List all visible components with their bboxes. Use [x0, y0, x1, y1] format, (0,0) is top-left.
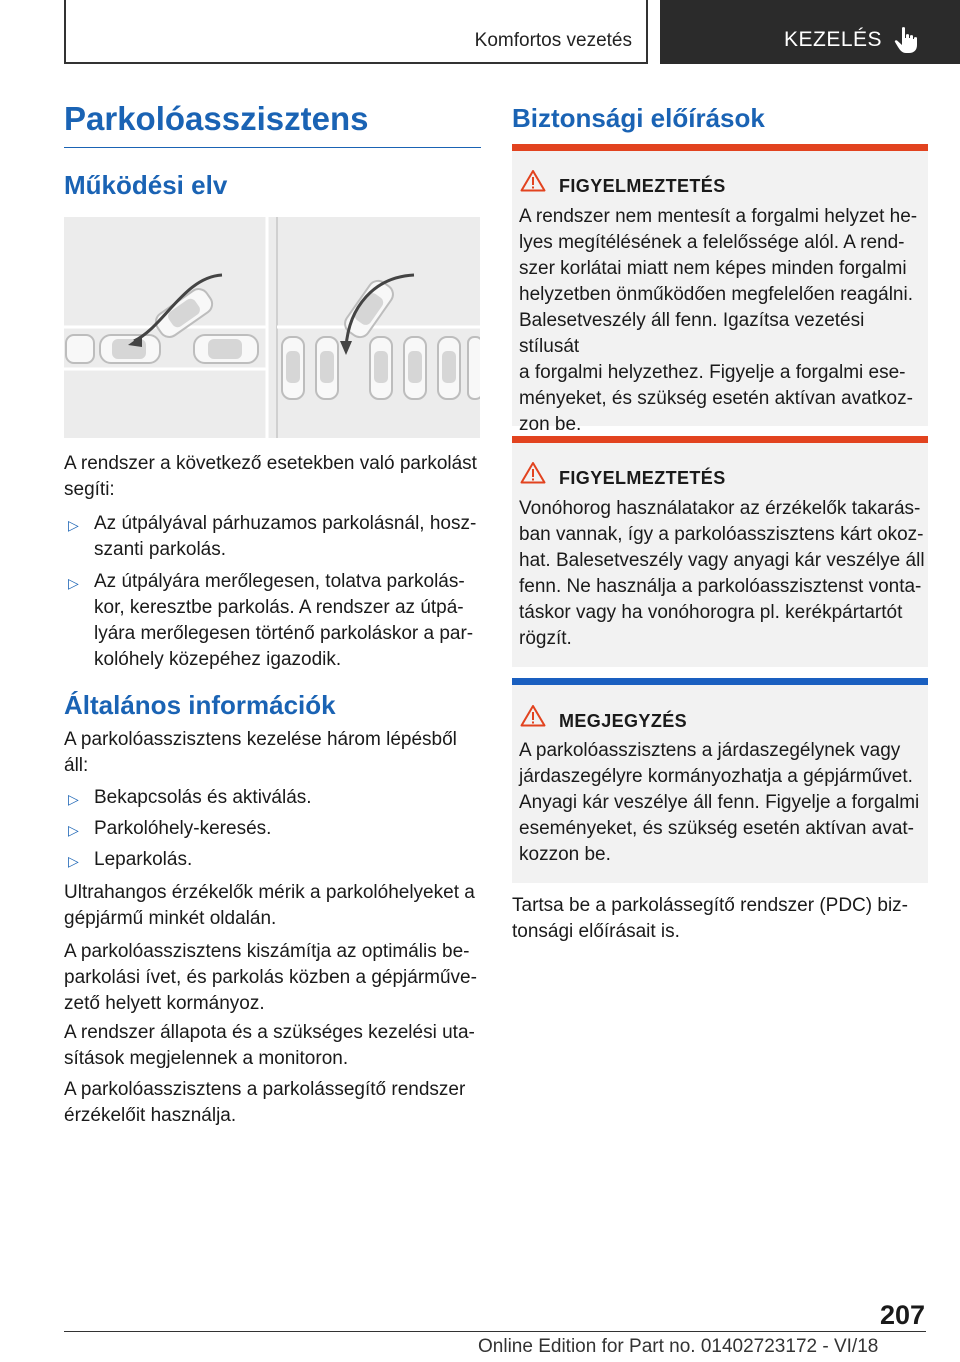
warning-text: A rendszer nem mentesít a forgalmi helyzet he- lyes megítélésének a felelőssége alól. A rend- szer korlátai miatt nem képes minden forgalmi helyzetben önműködően megfelelően reagálni. Balesetveszély áll fenn. Igazítsa vezetési stílusát a forgalmi helyzethez. Figyelje a forgalmi ese- ményeket, és szükség esetén aktívan avatkoz- zon be.	[519, 206, 918, 435]
intro-paragraph: A rendszer a következő esetekben való parkolást segíti:	[64, 453, 477, 500]
bullet-triangle-icon: ▷	[68, 575, 79, 591]
parking-illustration	[64, 217, 480, 438]
warning-triangle-icon	[520, 461, 546, 484]
parked-car	[100, 335, 160, 363]
bullet-triangle-icon: ▷	[68, 517, 79, 533]
parked-car	[66, 335, 94, 363]
parked-car	[404, 337, 426, 399]
parking-diagram	[64, 217, 480, 438]
warning-bar	[512, 144, 928, 151]
parked-car	[438, 337, 460, 399]
paragraph: A rendszer állapota és a szükséges kezelési uta- sítások megjelennek a monitoron.	[64, 1022, 475, 1069]
warning-bar	[512, 436, 928, 443]
page-title: Parkolóasszisztens	[64, 100, 369, 137]
warning-label: FIGYELMEZTETÉS	[559, 468, 726, 488]
section-heading-safety: Biztonsági előírások	[512, 103, 765, 133]
paragraph: Ultrahangos érzékelők mérik a parkolóhelyeket a gépjármű minkét oldalán.	[64, 882, 475, 929]
warning-triangle-icon	[520, 169, 546, 192]
note-bar	[512, 678, 928, 685]
paragraph: A parkolóasszisztens a parkolássegítő rendszer érzékelőit használja.	[64, 1079, 466, 1126]
note-label: MEGJEGYZÉS	[559, 711, 688, 731]
edition-footer: Online Edition for Part no. 01402723172 - VI/18	[478, 1336, 879, 1357]
note-box	[512, 678, 928, 883]
warning-label: FIGYELMEZTETÉS	[559, 176, 726, 196]
bullet-triangle-icon: ▷	[68, 791, 79, 807]
page-number: 207	[880, 1300, 926, 1330]
bullet-triangle-icon: ▷	[68, 822, 79, 838]
bullet-triangle-icon: ▷	[68, 853, 79, 869]
header-chapter-label: KEZELÉS	[784, 28, 883, 51]
warning-box	[512, 436, 928, 667]
warning-box	[512, 144, 928, 435]
header-section-tab	[64, 0, 648, 64]
warning-text: Vonóhorog használatakor az érzékelők takarás- ban vannak, így a parkolóasszisztens kárt okoz- hat. Balesetveszély vagy anyagi kár veszélye áll fenn. Ne használja a parkolóasszisztenst vonta- táskor vagy ha vonóhorogra pl. kerékpártartót rögzít.	[519, 498, 925, 649]
parked-car	[468, 337, 480, 399]
footer-rule	[64, 1331, 926, 1332]
paragraph: A parkolóasszisztens kezelése három lépésből áll:	[64, 729, 457, 776]
hand-pointer-icon	[894, 26, 920, 54]
parked-car	[316, 337, 338, 399]
header-section-label: Komfortos vezetés	[474, 30, 632, 51]
parked-car	[282, 337, 304, 399]
section-heading-working-principle: Működési elv	[64, 170, 228, 200]
title-rule	[64, 147, 481, 148]
section-heading-general-info: Általános információk	[64, 690, 336, 720]
warning-triangle-icon	[520, 704, 546, 727]
parked-car	[194, 335, 258, 363]
paragraph: A parkolóasszisztens kiszámítja az optimális be- parkolási ívet, és parkolás közben a gépjárműve- zető helyett kormányoz.	[64, 941, 477, 1014]
closing-paragraph: Tartsa be a parkolássegítő rendszer (PDC) biz- tonsági előírásait is.	[512, 895, 908, 942]
note-text: A parkolóasszisztens a járdaszegélynek vagy járdaszegélyre kormányozhatja a gépjárművet. Anyagi kár veszélye áll fenn. Figyelje a forgalmi eseményeket, és szükség esetén aktívan avat- kozzon be.	[519, 740, 920, 865]
parked-car	[370, 337, 392, 399]
